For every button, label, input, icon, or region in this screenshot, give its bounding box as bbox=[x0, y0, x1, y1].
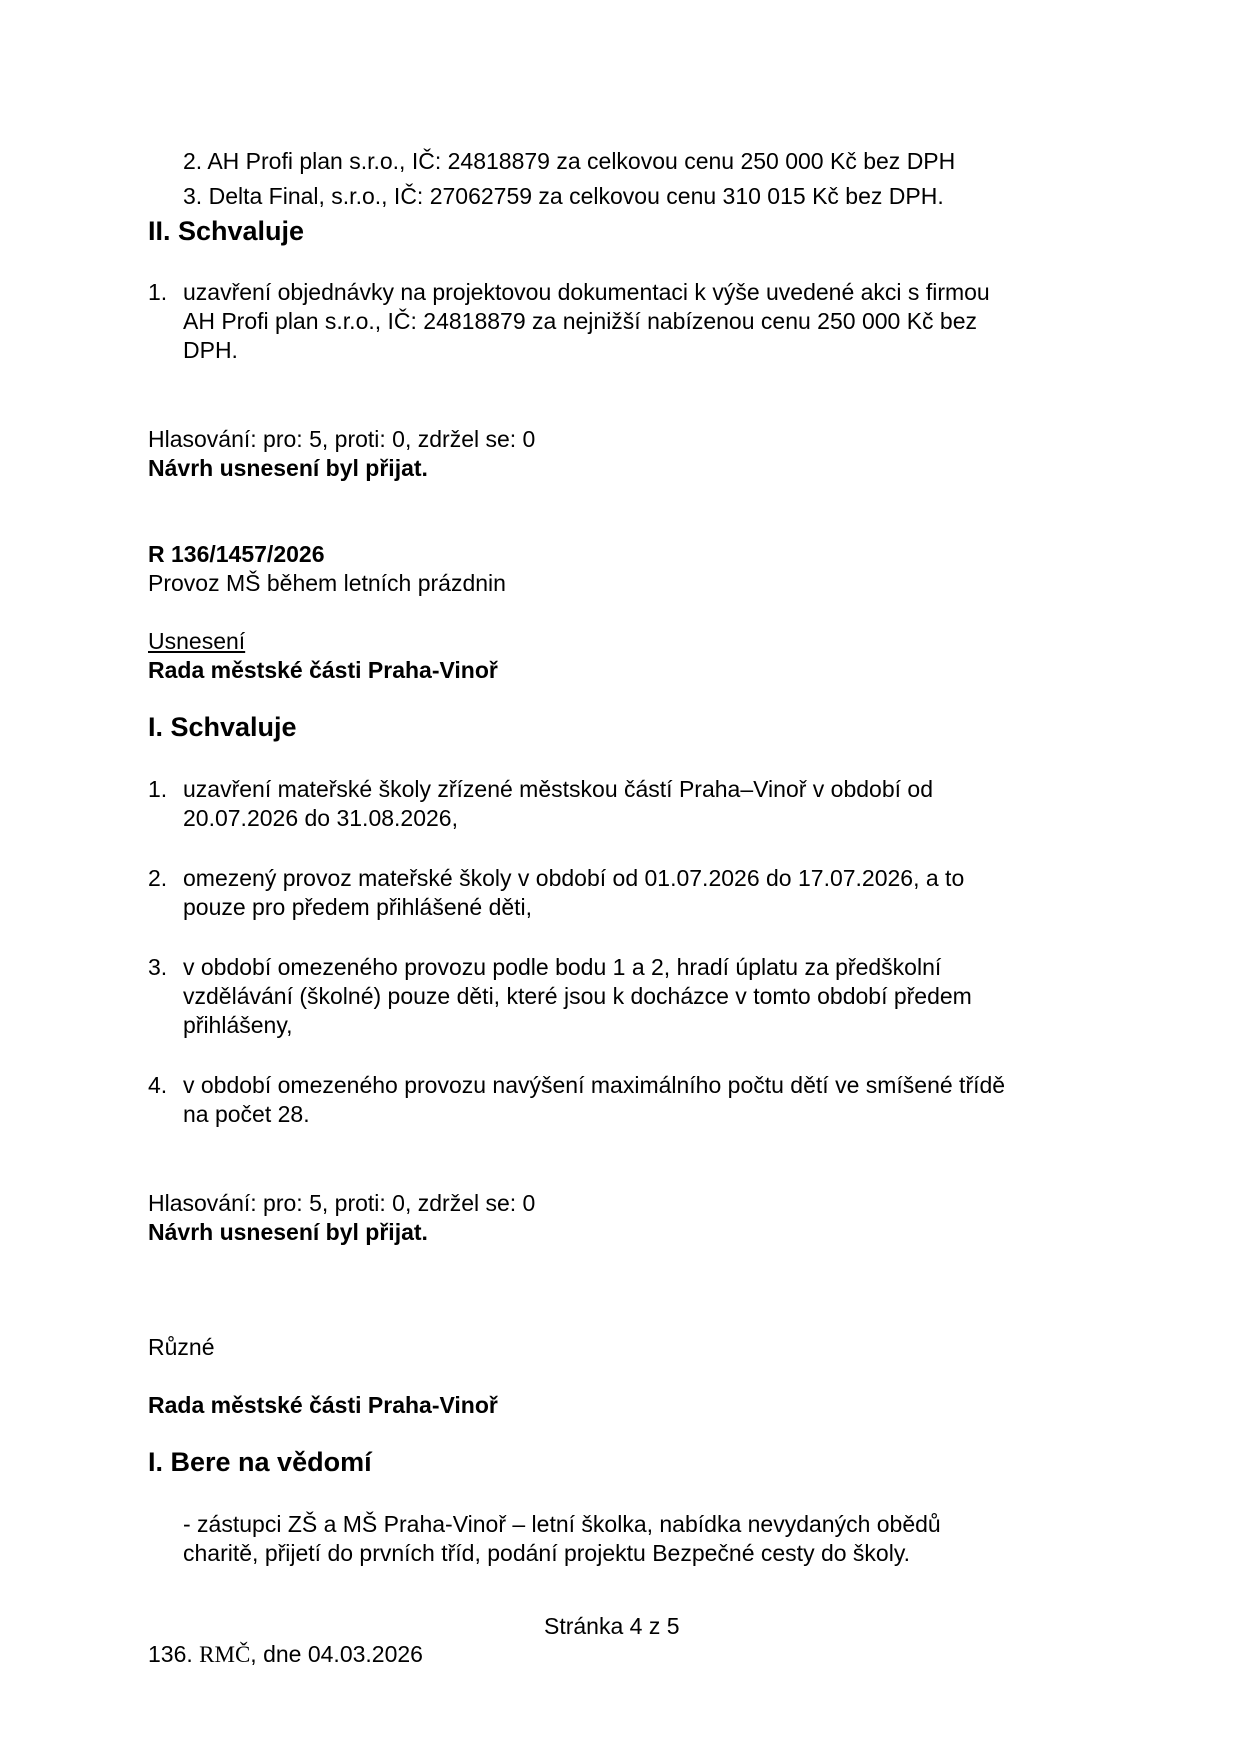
section-heading: I. Bere na vědomí bbox=[148, 1447, 372, 1477]
session-date: , dne 04.03.2026 bbox=[250, 1641, 423, 1667]
footer-session bbox=[148, 1640, 423, 1669]
item-line: omezený provoz mateřské školy v období od 01.07.2026 do 17.07.2026, a to bbox=[183, 865, 965, 891]
item-line: v období omezeného provozu navýšení maximálního počtu dětí ve smíšené třídě bbox=[183, 1072, 1006, 1098]
section-title: Různé bbox=[148, 1334, 215, 1360]
session-abbr: RMČ bbox=[199, 1642, 251, 1667]
resolution-id: R 136/1457/2026 bbox=[148, 541, 325, 567]
list-text: Delta Final, s.r.o., IČ: 27062759 za celkovou cenu 310 015 Kč bez DPH. bbox=[208, 183, 944, 209]
list-item bbox=[183, 182, 944, 211]
section-heading: II. Schvaluje bbox=[148, 216, 305, 246]
item-line: v období omezeného provozu podle bodu 1 a 2, hradí úplatu za předškolní bbox=[183, 954, 942, 980]
list-item bbox=[183, 147, 955, 176]
item-number: 4. bbox=[148, 1072, 168, 1098]
resolution-status: Návrh usnesení byl přijat. bbox=[148, 455, 428, 481]
item-line: na počet 28. bbox=[183, 1101, 310, 1127]
list-number: 3. bbox=[183, 183, 203, 209]
item-line: přihlášeny, bbox=[183, 1012, 293, 1038]
session-number: 136. bbox=[148, 1641, 193, 1667]
vote-result: Hlasování: pro: 5, proti: 0, zdržel se: 0 bbox=[148, 1190, 536, 1216]
item-line: pouze pro předem přihlášené děti, bbox=[183, 894, 533, 920]
item-number: 1. bbox=[148, 776, 168, 802]
item-line: DPH. bbox=[183, 337, 238, 363]
vote-result: Hlasování: pro: 5, proti: 0, zdržel se: 0 bbox=[148, 426, 536, 452]
item-line: 20.07.2026 do 31.08.2026, bbox=[183, 805, 458, 831]
council-name: Rada městské části Praha-Vinoř bbox=[148, 1392, 498, 1418]
note-line: - zástupci ZŠ a MŠ Praha-Vinoř – letní školka, nabídka nevydaných obědů bbox=[183, 1511, 941, 1537]
council-name: Rada městské části Praha-Vinoř bbox=[148, 657, 498, 683]
list-number: 2. bbox=[183, 148, 203, 174]
item-line: uzavření objednávky na projektovou dokumentaci k výše uvedené akci s firmou bbox=[183, 279, 990, 305]
note-line: charitě, přijetí do prvních tříd, podání projektu Bezpečné cesty do školy. bbox=[183, 1540, 911, 1566]
item-number: 3. bbox=[148, 954, 168, 980]
list-text: AH Profi plan s.r.o., IČ: 24818879 za celkovou cenu 250 000 Kč bez DPH bbox=[207, 148, 956, 174]
item-line: uzavření mateřské školy zřízené městskou částí Praha–Vinoř v období od bbox=[183, 776, 934, 802]
resolution-label: Usnesení bbox=[148, 628, 246, 654]
item-line: vzdělávání (školné) pouze děti, které jsou k docházce v tomto období předem bbox=[183, 983, 972, 1009]
resolution-title: Provoz MŠ během letních prázdnin bbox=[148, 570, 506, 596]
resolution-status: Návrh usnesení byl přijat. bbox=[148, 1219, 428, 1245]
page-number: Stránka 4 z 5 bbox=[544, 1613, 680, 1639]
item-number: 2. bbox=[148, 865, 168, 891]
item-line: AH Profi plan s.r.o., IČ: 24818879 za nejnižší nabízenou cenu 250 000 Kč bez bbox=[183, 308, 978, 334]
item-number: 1. bbox=[148, 279, 168, 305]
section-heading: I. Schvaluje bbox=[148, 712, 297, 742]
